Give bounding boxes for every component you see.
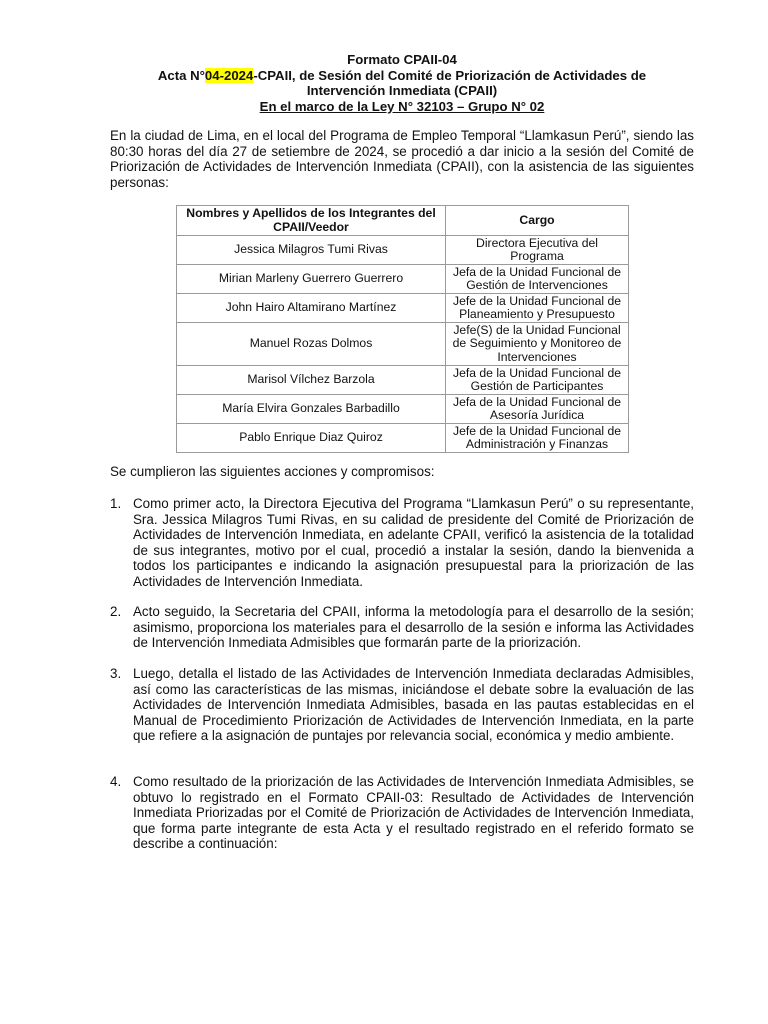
item-number: 3. xyxy=(110,666,122,681)
member-cargo: Directora Ejecutiva del Programa xyxy=(446,236,629,265)
acta-prefix: Acta N° xyxy=(157,67,205,83)
member-cargo: Jefe de la Unidad Funcional de Planeamiento y Presupuesto xyxy=(446,294,629,323)
member-name: Jessica Milagros Tumi Rivas xyxy=(177,236,446,265)
table-row xyxy=(177,366,629,395)
item-text: Luego, detalla el listado de las Actividades de Intervención Inmediata declaradas Admisibles, así como las características de las mismas, iniciándose el debate sobre la evaluación de las Actividades de Intervención Inmediata Admisibles, basada en las pautas establecidas en el Manual de Procedimiento Priorización de Actividades de Intervención Inmediata, en la parte que refiere a la asignación de puntajes por relevancia social, económica y medio ambiente. xyxy=(133,666,694,744)
actions-intro: Se cumplieron las siguientes acciones y compromisos: xyxy=(110,464,435,479)
member-name: Manuel Rozas Dolmos xyxy=(177,323,446,366)
table-row xyxy=(177,323,629,366)
list-item xyxy=(110,604,694,651)
item-number: 1. xyxy=(110,496,122,511)
column-header-names: Nombres y Apellidos de los Integrantes del CPAII/Veedor xyxy=(177,206,446,236)
table-row xyxy=(177,424,629,453)
law-subtitle: En el marco de la Ley N° 32103 – Grupo N° 02 xyxy=(259,98,545,114)
intro-paragraph: En la ciudad de Lima, en el local del Programa de Empleo Temporal “Llamkasun Perú”, siendo las 80:30 horas del día 27 de setiembre de 2024, se procedió a dar inicio a la sesión del Comité de Priorización de Actividades de Intervención Inmediata (CPAII), con la asistencia de las siguientes personas: xyxy=(110,128,694,190)
column-header-cargo: Cargo xyxy=(446,206,629,236)
list-item xyxy=(110,774,694,852)
table-row xyxy=(177,265,629,294)
member-cargo: Jefa de la Unidad Funcional de Gestión de Intervenciones xyxy=(446,265,629,294)
member-name: María Elvira Gonzales Barbadillo xyxy=(177,395,446,424)
member-cargo: Jefa de la Unidad Funcional de Gestión de Participantes xyxy=(446,366,629,395)
member-name: Marisol Vílchez Barzola xyxy=(177,366,446,395)
member-name: John Hairo Altamirano Martínez xyxy=(177,294,446,323)
table-header-row xyxy=(177,206,629,236)
member-cargo: Jefa de la Unidad Funcional de Asesoría Jurídica xyxy=(446,395,629,424)
table-row xyxy=(177,236,629,265)
item-text: Acto seguido, la Secretaria del CPAII, informa la metodología para el desarrollo de la sesión; asimismo, proporciona los materiales para el desarrollo de la sesión e informa las Actividades de Intervención Inmediata Admisibles que formarán parte de la priorización. xyxy=(133,604,694,651)
acta-title-continued: Intervención Inmediata (CPAII) xyxy=(306,83,498,99)
table-row xyxy=(177,294,629,323)
member-cargo: Jefe(S) de la Unidad Funcional de Seguimiento y Monitoreo de Intervenciones xyxy=(446,323,629,366)
table-row xyxy=(177,395,629,424)
members-table xyxy=(176,205,629,453)
member-name: Mirian Marleny Guerrero Guerrero xyxy=(177,265,446,294)
document-header xyxy=(100,52,704,114)
item-number: 4. xyxy=(110,774,122,789)
member-name: Pablo Enrique Diaz Quiroz xyxy=(177,424,446,453)
member-cargo: Jefe de la Unidad Funcional de Administración y Finanzas xyxy=(446,424,629,453)
acta-number-highlight: 04-2024 xyxy=(204,67,254,83)
list-item xyxy=(110,666,694,744)
format-title: Formato CPAII-04 xyxy=(347,52,457,67)
item-text: Como primer acto, la Directora Ejecutiva del Programa “Llamkasun Perú” o su representante, Sra. Jessica Milagros Tumi Rivas, en su calidad de presidente del Comité de Priorización de Actividades de Intervención Inmediata, en adelante CPAII, verificó la asistencia de la totalidad de sus integrantes, motivo por el cual, procedió a instalar la sesión, dando la bienvenida a todos los participantes e indicando la asignación presupuestal para la priorización de las Actividades de Intervención Inmediata. xyxy=(133,496,694,589)
item-text: Como resultado de la priorización de las Actividades de Intervención Inmediata Admisibles, se obtuvo lo registrado en el Formato CPAII-03: Resultado de Actividades de Intervención Inmediata Priorizadas por el Comité de Priorización de Actividades de Intervención Inmediata, que forma parte integrante de esta Acta y el resultado registrado en el referido formato se describe a continuación: xyxy=(133,774,694,852)
acta-title xyxy=(100,68,704,84)
item-number: 2. xyxy=(110,604,122,619)
list-item xyxy=(110,496,694,590)
acta-suffix: -CPAII, de Sesión del Comité de Priorización de Actividades de xyxy=(253,67,647,83)
